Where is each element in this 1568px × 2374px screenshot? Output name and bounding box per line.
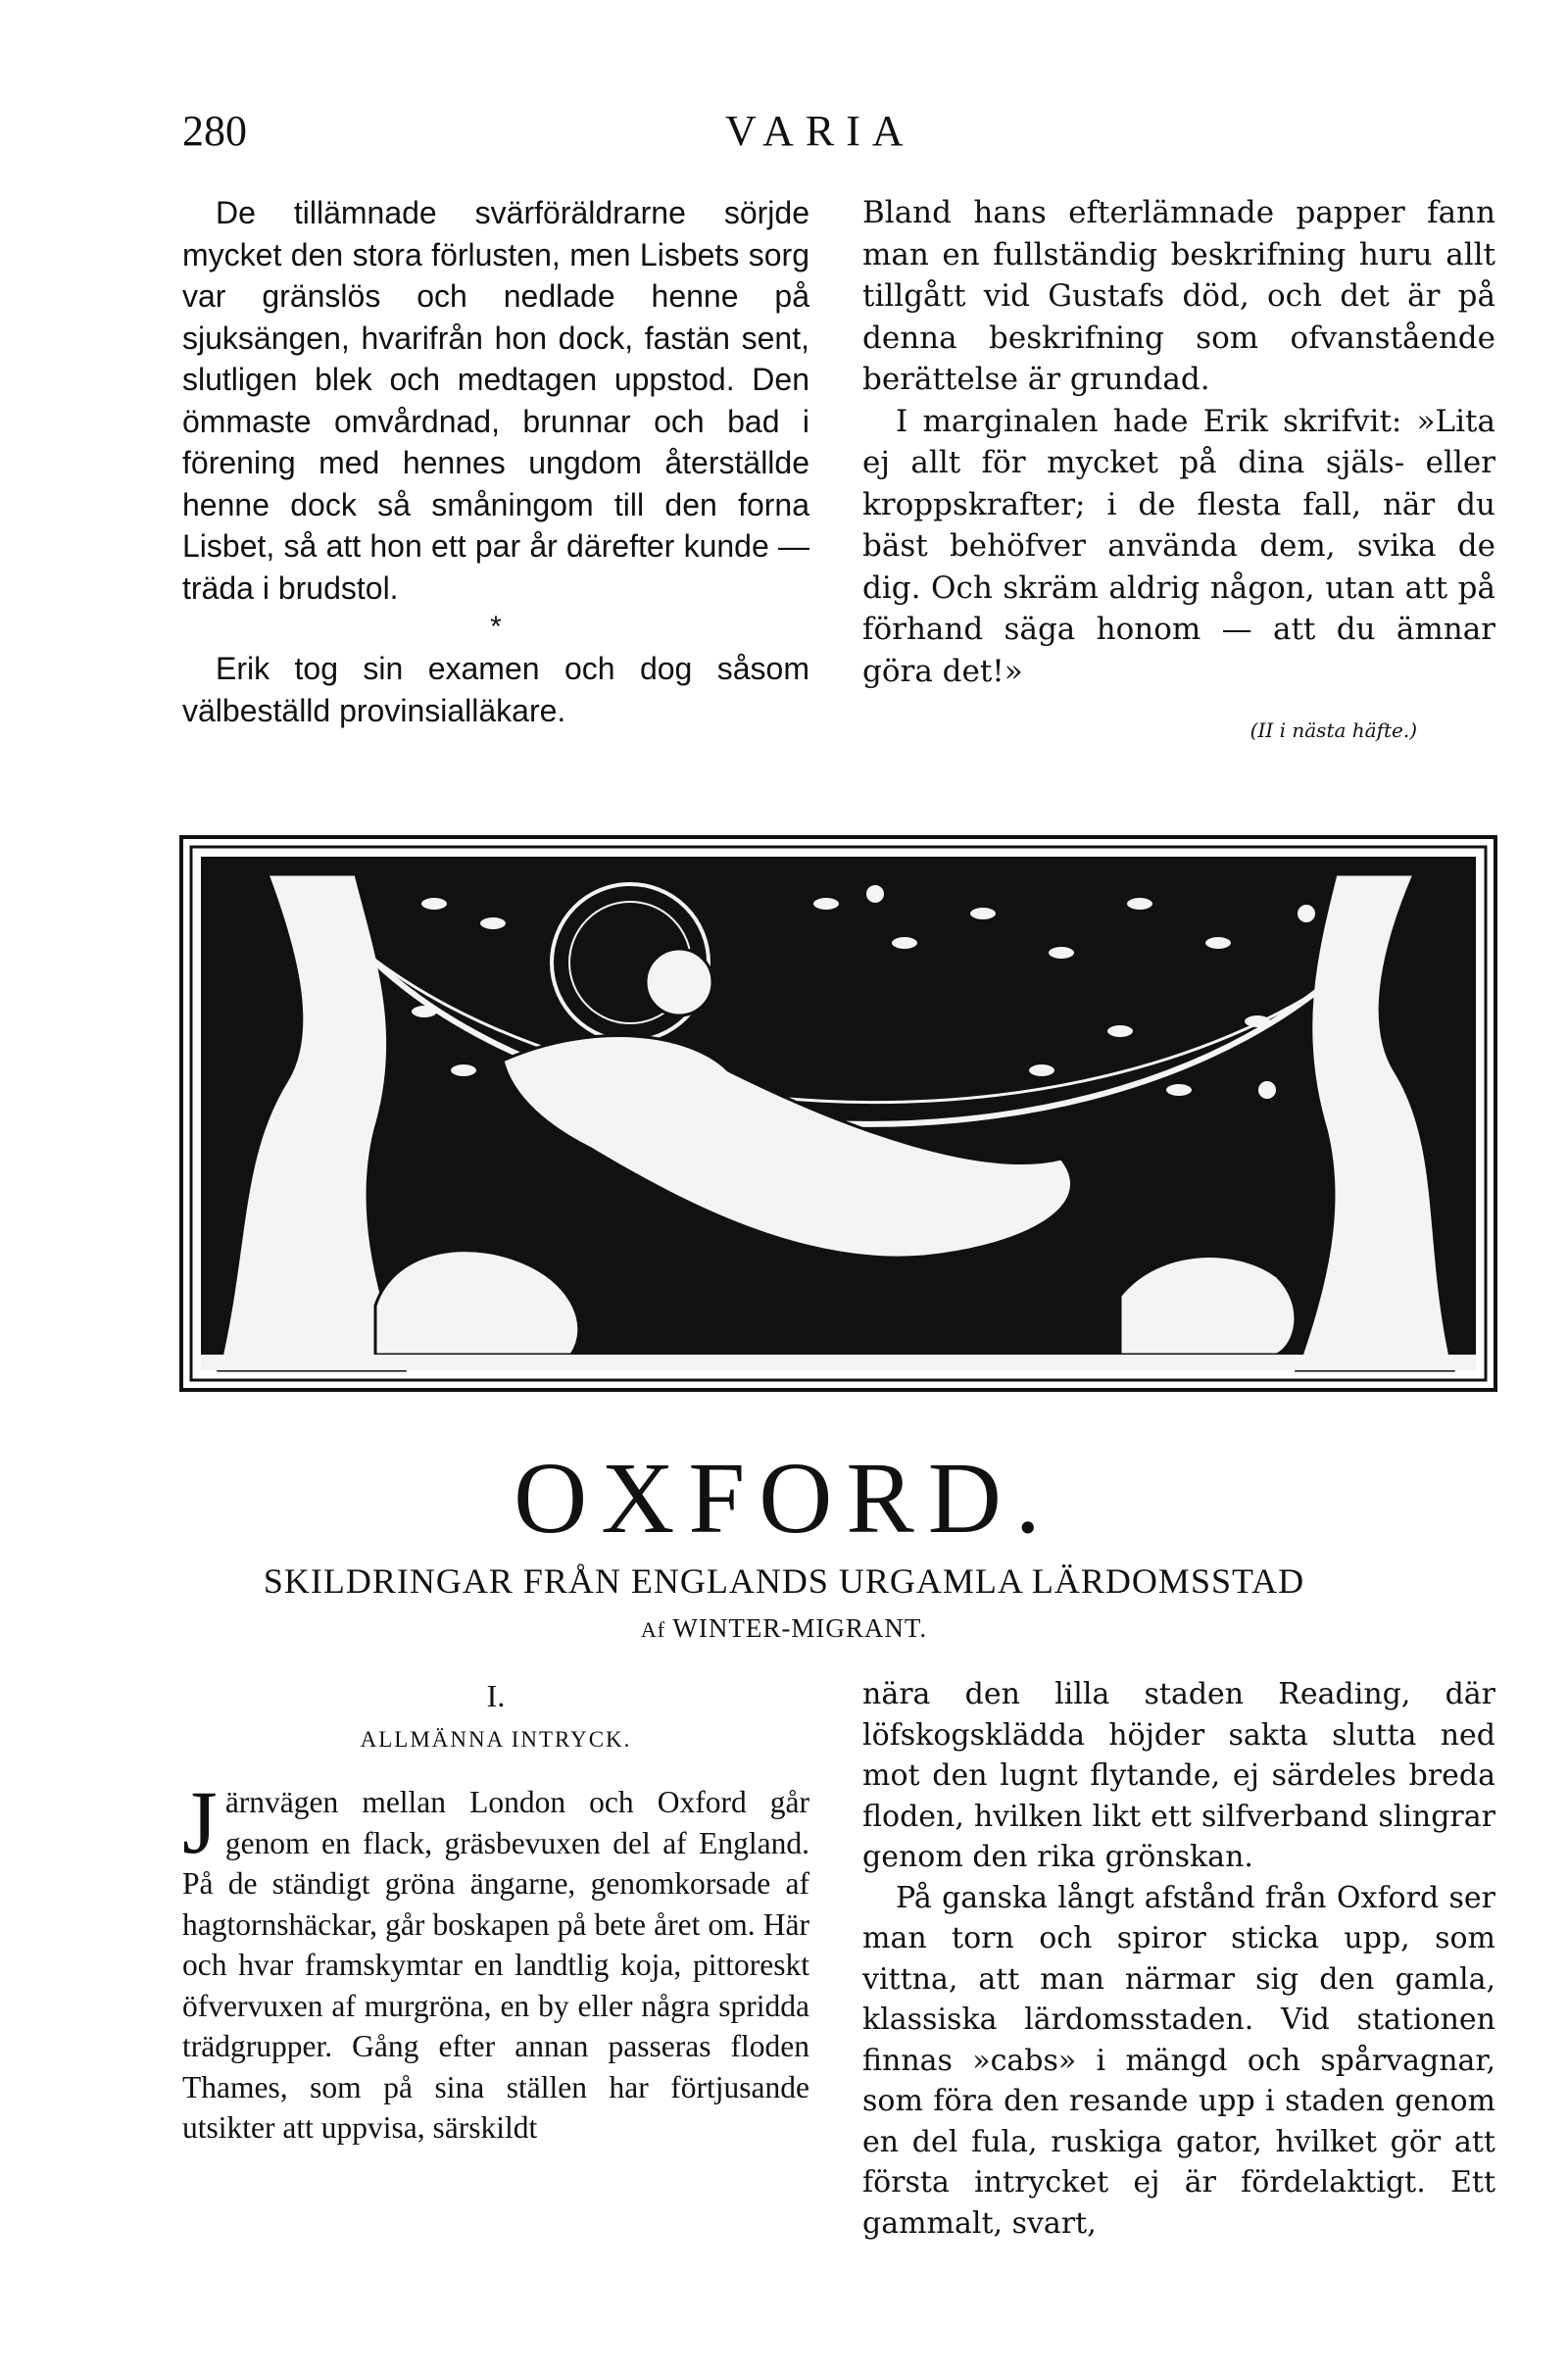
article-right-column: [862, 1674, 1495, 2244]
byline-prefix: Af: [640, 1617, 666, 1642]
story-paragraph: De tillämnade svärföräldrarne sörjde mycket den stora förlusten, men Lisbets sorg var gränslös och nedlade henne på sjuksängen, hvarifrån hon dock, fastän sent, slutligen blek och medtagen uppstod. Den ömmaste omvårdnad, brunnar och bad i förening med hennes ungdom återställde henne dock så småningom till den forna Lisbet, så att hon ett par år därefter kunde — träda i brudstol.: [182, 195, 809, 606]
article-byline: [0, 1613, 1568, 1644]
story-paragraph: I marginalen hade Erik skrifvit: »Lita ej allt för mycket på dina själs- eller kroppskrafter; i de flesta fall, när du bäst behöfver använda dem, svika de dig. Och skräm aldrig någon, utan att på förhand säga honom — att du ämnar göra det!»: [862, 403, 1495, 689]
article-paragraph: nära den lilla staden Reading, där löfskogsklädda höjder sakta slutta ned mot den lugnt flytande, ej särdeles breda floden, hvilken likt ett silfverband slingrar genom den rika grönskan.: [862, 1677, 1495, 1874]
story-paragraph: Bland hans efterlämnade papper fann man en fullständig beskrifning huru allt tillgått vid Gustafs död, och det är på denna beskrifning som ofvanstående berättelse är grundad.: [862, 195, 1495, 397]
running-head: VARIA: [725, 107, 915, 155]
drop-cap: J: [182, 1772, 218, 1872]
article-left-column: [182, 1772, 809, 2149]
article-paragraph: På ganska långt afstånd från Oxford ser man torn och spiror sticka upp, som vittna, att man närmar sig den gamla, klassiska lärdomsstaden. Vid stationen finnas »cabs» i mängd och spårvagnar, som föra den resande upp i staden genom en del fula, ruskiga gator, hvilket gör att första intrycket ej är fördelaktigt. Ett gammalt, svart,: [862, 1880, 1495, 2241]
section-number: I.: [486, 1678, 506, 1713]
story-ending-column: [182, 192, 809, 731]
byline-author: WINTER-MIGRANT.: [672, 1613, 928, 1643]
hammock-illustration: [179, 835, 1497, 1392]
article-subtitle: SKILDRINGAR FRÅN ENGLANDS URGAMLA LÄRDOMSSTAD: [263, 1561, 1305, 1601]
continued-note: (II i nästa häfte.): [1250, 718, 1417, 742]
section-separator: *: [490, 611, 502, 643]
story-paragraph: Erik tog sin examen och dog såsom välbeställd provinsialläkare.: [182, 651, 809, 728]
article-title: OXFORD.: [514, 1442, 1054, 1555]
story-ending-column-right: [862, 192, 1495, 752]
article-paragraph: [182, 1772, 809, 2149]
page-number: 280: [182, 107, 247, 155]
article-text: ärnvägen mellan London och Oxford går genom en flack, gräsbevuxen del af England. På de ständigt gröna ängarne, genomkorsade af hagtornshäckar, går boskapen på bete året om. Här och hvar framskymtar en landtlig koja, pittoreskt öfvervuxen af murgröna, en by eller några spridda trädgrupper. Gång efter annan passeras floden Thames, som på sina ställen har förtjusande utsikter att uppvisa, särskildt: [182, 1785, 809, 2145]
section-heading: ALLMÄNNA INTRYCK.: [360, 1727, 632, 1752]
